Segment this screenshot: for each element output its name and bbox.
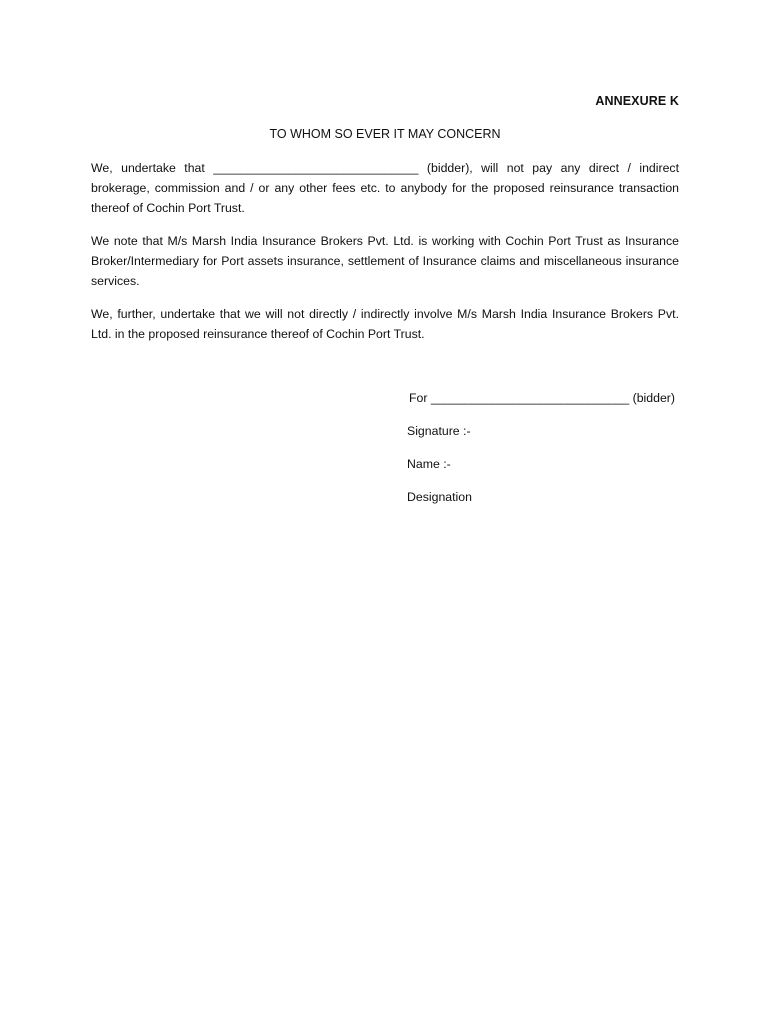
further-undertaking-paragraph: We, further, undertake that we will not directly / indirectly involve M/s Marsh India Insurance Brokers Pvt. Ltd. in the proposed reinsurance thereof of Cochin Port Trust. [91,307,679,341]
document-heading: TO WHOM SO EVER IT MAY CONCERN [269,127,501,141]
broker-note-paragraph: We note that M/s Marsh India Insurance Brokers Pvt. Ltd. is working with Cochin Port Trust as Insurance Broker/Intermediary for Port assets insurance, settlement of Insurance claims and miscellaneous insurance services. [91,234,679,288]
signature-label: Signature :- [407,424,471,438]
undertaking-paragraph: We, undertake that ______________________________ (bidder), will not pay any direct / indirect brokerage, commission and / or any other fees etc. to anybody for the proposed reinsurance transaction thereof of Cochin Port Trust. [91,161,679,215]
designation-label: Designation [407,490,472,504]
annexure-label: ANNEXURE K [595,94,679,108]
for-bidder-line: For _____________________________ (bidder) [409,391,675,405]
name-label: Name :- [407,457,451,471]
